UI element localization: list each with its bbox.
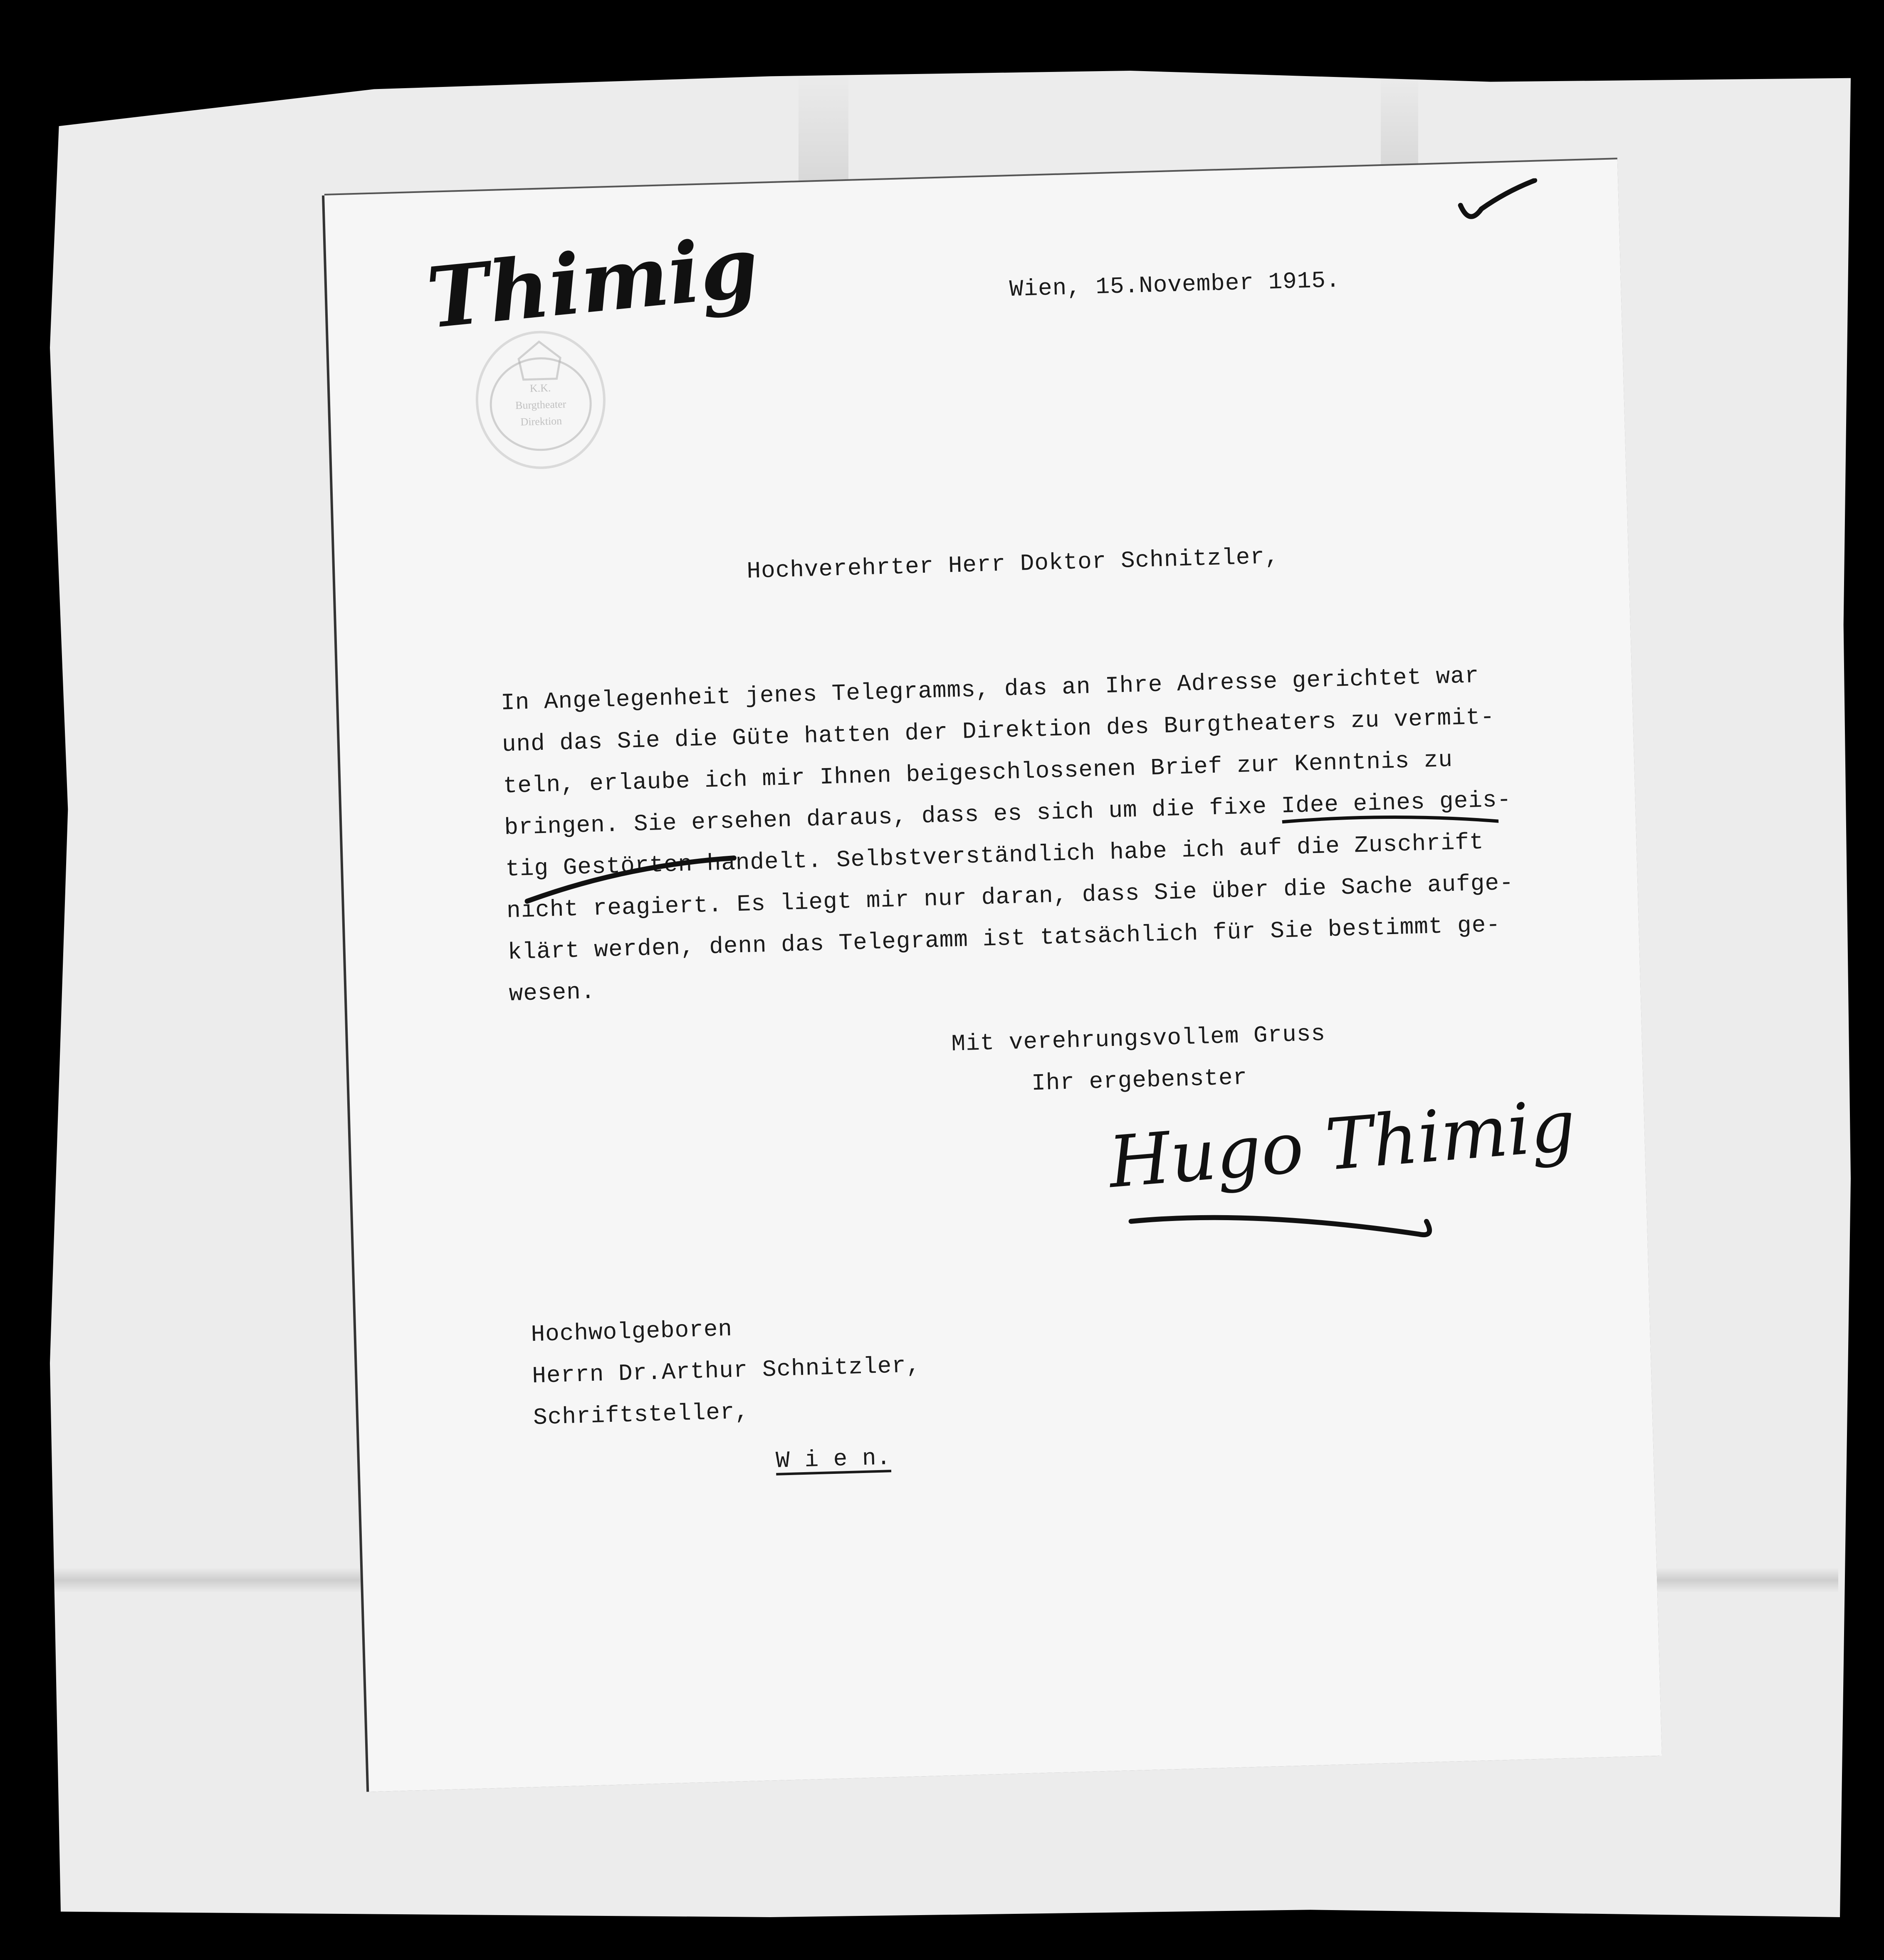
letter-sheet: [324, 159, 1662, 1792]
stamp-line-1: K.K.: [529, 381, 551, 395]
body-line: und das Sie die Güte hatten der Direktion des Burgtheaters zu vermit-: [502, 703, 1495, 758]
recipient-line: Schriftsteller,: [533, 1398, 750, 1431]
stamp-line-3: Direktion: [520, 415, 562, 428]
signature: Hugo Thimig: [1105, 1084, 1579, 1204]
body-line: In Angelegenheit jenes Telegramms, das an Ihre Adresse gerichtet war: [500, 662, 1480, 717]
body-line: nicht reagiert. Es liegt mir nur daran, dass Sie über die Sache aufge-: [506, 869, 1514, 924]
closing: Mit verehrungsvollem Gruss: [951, 1020, 1326, 1058]
body-line: tig Gestörten handelt. Selbstverständlich habe ich auf die Zuschrift: [505, 828, 1484, 883]
handwritten-annotation: Thimig: [423, 218, 763, 348]
recipient-line: Hochwolgeboren: [530, 1315, 733, 1348]
place-date: Wien, 15.November 1915.: [1009, 267, 1341, 303]
recipient-city: W i e n.: [775, 1444, 892, 1474]
body-line: wesen.: [508, 978, 596, 1008]
closing-signoff: Ihr ergebenster: [1031, 1064, 1248, 1097]
body-line: klärt werden, denn das Telegramm ist tatsächlich für Sie bestimmt ge-: [507, 911, 1501, 966]
embossed-stamp: [474, 329, 607, 471]
recipient-line: Herrn Dr.Arthur Schnitzler,: [532, 1352, 921, 1390]
checkmark-icon: [1456, 178, 1540, 230]
body-line: bringen. Sie ersehen daraus, dass es sich um die fixe Idee eines geis-: [504, 786, 1512, 841]
salutation: Hochverehrter Herr Doktor Schnitzler,: [746, 543, 1280, 585]
body-line: teln, erlaube ich mir Ihnen beigeschlossenen Brief zur Kenntnis zu: [502, 746, 1453, 800]
stamp-line-2: Burgtheater: [515, 398, 566, 412]
signature-flourish: [1127, 1196, 1444, 1255]
